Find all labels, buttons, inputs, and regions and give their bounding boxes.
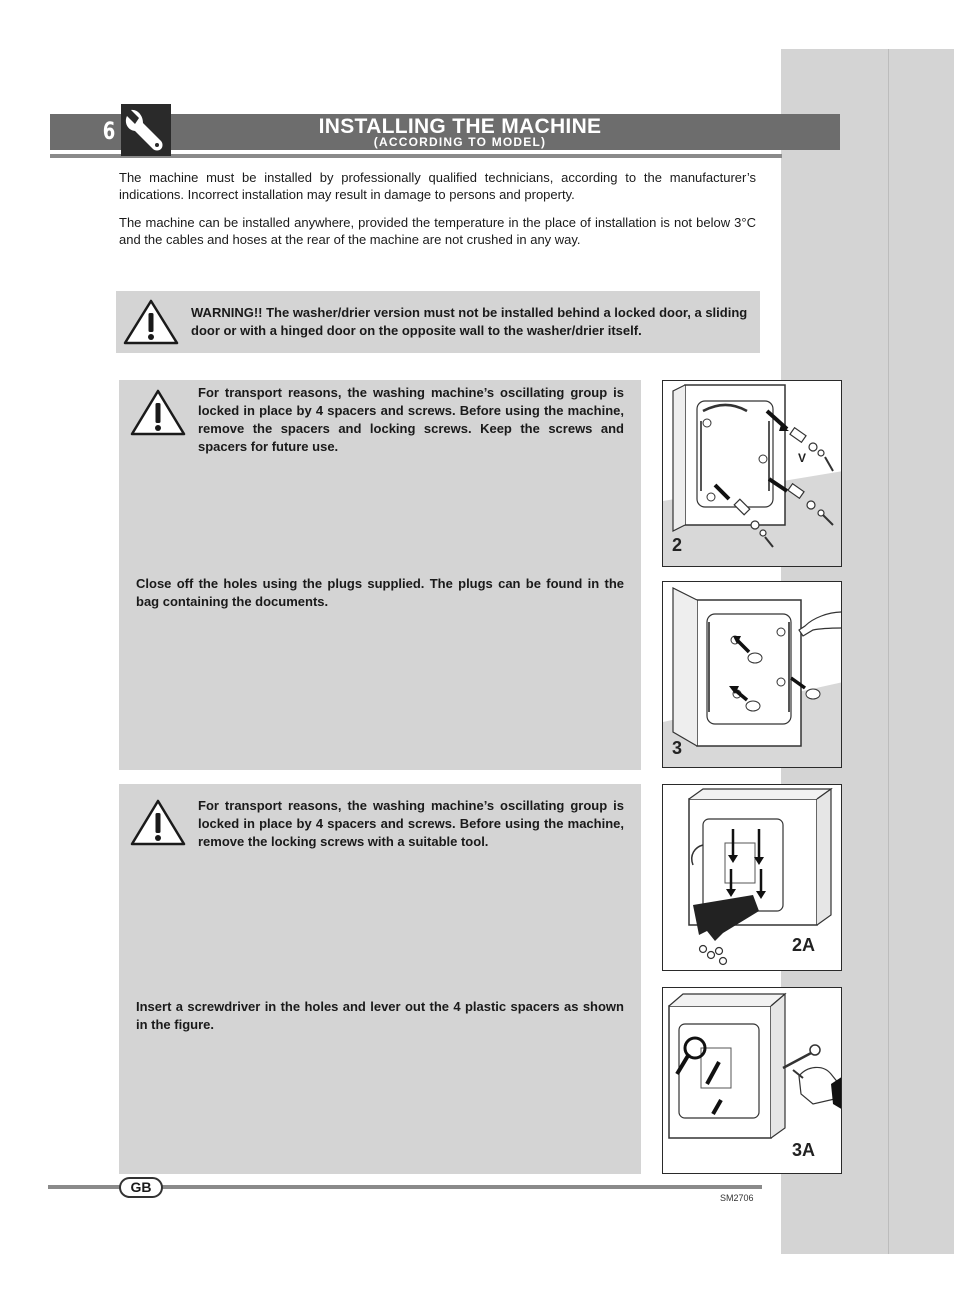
figure-2a-illustration bbox=[663, 785, 842, 971]
figure-3a-illustration bbox=[663, 988, 842, 1174]
wrench-icon bbox=[121, 104, 171, 156]
language-badge: GB bbox=[119, 1177, 163, 1198]
figure-2a bbox=[662, 784, 842, 971]
section-2-warning-text: For transport reasons, the washing machine’s oscillating group is locked in place by 4 spacers and screws. Before using the machine, remove the locking screws with a suitable tool. bbox=[198, 798, 624, 849]
figure-3-illustration bbox=[663, 582, 842, 768]
intro-paragraph-2: The machine can be installed anywhere, provided the temperature in the place of installation is not below 3°C and the cables and hoses at the rear of the machine are not crushed in any way. bbox=[119, 215, 756, 247]
figure-3-label: 3 bbox=[672, 738, 683, 758]
warning-triangle-icon bbox=[122, 298, 180, 346]
figure-2-label: 2 bbox=[672, 535, 683, 555]
figure-2 bbox=[662, 380, 842, 567]
section-1-plugs-text: Close off the holes using the plugs supplied. The plugs can be found in the bag containing the documents. bbox=[136, 576, 624, 609]
section-1-warning-text: For transport reasons, the washing machine’s oscillating group is locked in place by 4 spacers and screws. Before using the machine, remove the spacers and locking screws. Keep the screws and spacers for future use. bbox=[198, 385, 624, 454]
figure-2a-label: 2A bbox=[792, 935, 816, 955]
figure-2-callout: V bbox=[798, 451, 807, 465]
side-tab-divider bbox=[888, 49, 889, 1254]
intro-paragraph-1: The machine must be installed by professionally qualified technicians, according to the manufacturer’s indications. Incorrect installation may result in damage to persons and property. bbox=[119, 170, 756, 202]
figure-3a bbox=[662, 987, 842, 1174]
figure-2-illustration bbox=[663, 381, 842, 567]
figure-3 bbox=[662, 581, 842, 768]
figure-3a-label: 3A bbox=[792, 1140, 816, 1160]
page-number: 6 bbox=[102, 117, 116, 145]
warning-text: WARNING!! The washer/drier version must not be installed behind a locked door, a sliding door or with a hinged door on the opposite wall to the washer/drier itself. bbox=[191, 305, 748, 338]
warning-triangle-icon bbox=[129, 388, 187, 438]
page-title: INSTALLING THE MACHINE bbox=[318, 115, 602, 138]
section-2-spacers-text: Insert a screwdriver in the holes and lever out the 4 plastic spacers as shown in the figure. bbox=[136, 999, 624, 1032]
page-subtitle: (ACCORDING TO MODEL) bbox=[373, 135, 547, 149]
warning-triangle-icon bbox=[129, 798, 187, 848]
document-code: SM2706 bbox=[720, 1193, 754, 1203]
